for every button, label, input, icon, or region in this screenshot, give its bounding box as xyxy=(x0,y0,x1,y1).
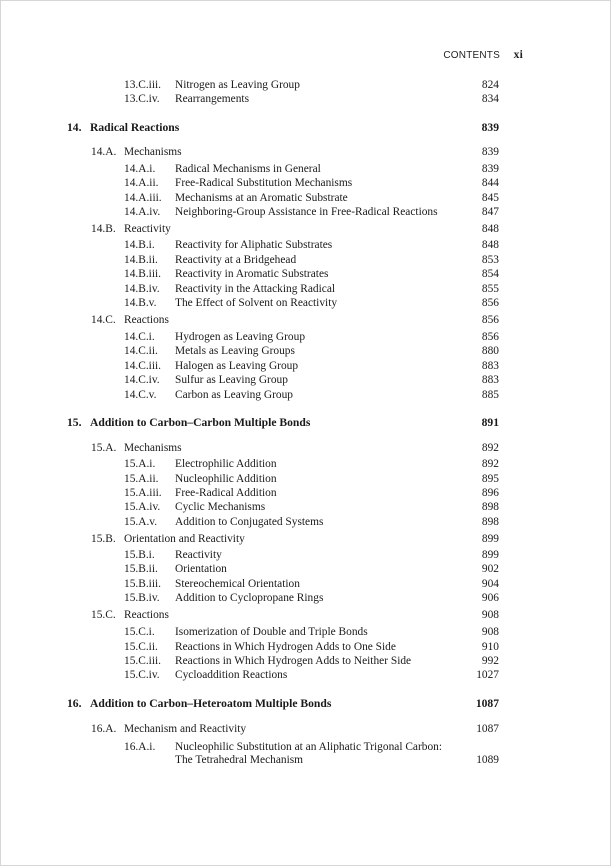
toc-title: Hydrogen as Leaving Group xyxy=(175,331,306,343)
toc-title: Reactivity at a Bridgehead xyxy=(175,254,297,266)
toc-page-number: 845 xyxy=(481,192,499,204)
toc-page-number: 824 xyxy=(481,79,499,91)
toc-page-number: 892 xyxy=(481,458,499,470)
toc-subsection xyxy=(0,472,611,486)
toc-page-number: 1087 xyxy=(475,697,499,710)
toc-number: 14.B.iii. xyxy=(124,268,162,280)
toc-title: Reactivity for Aliphatic Substrates xyxy=(175,239,333,251)
toc-title: Free-Radical Addition xyxy=(175,487,277,499)
toc-section xyxy=(0,313,611,327)
toc-page-number: 848 xyxy=(481,223,499,235)
toc-number: 14.C. xyxy=(91,314,116,326)
toc-page-number: 844 xyxy=(481,177,499,189)
toc-title: Carbon as Leaving Group xyxy=(175,389,293,401)
toc-page-number: 898 xyxy=(481,501,499,513)
toc-title: Reactivity in the Attacking Radical xyxy=(175,283,336,295)
toc-subsection xyxy=(0,191,611,205)
toc-number: 13.C.iv. xyxy=(124,93,160,105)
toc-chapter xyxy=(0,416,611,430)
toc-title: Isomerization of Double and Triple Bonds xyxy=(175,626,368,638)
toc-title: Addition to Cyclopropane Rings xyxy=(175,592,324,604)
toc-page-number: 899 xyxy=(481,533,499,545)
toc-page-number: 898 xyxy=(481,516,499,528)
toc-number: 15.C. xyxy=(91,609,116,621)
toc-subsection xyxy=(0,740,611,754)
toc-subsection xyxy=(0,625,611,639)
toc-title: Orientation and Reactivity xyxy=(124,533,245,545)
toc-subsection xyxy=(0,253,611,267)
toc-page-number: 853 xyxy=(481,254,499,266)
toc-number: 14.B.i. xyxy=(124,239,155,251)
toc-title: Nucleophilic Addition xyxy=(175,473,277,485)
toc-subsection xyxy=(0,282,611,296)
toc-number: 15.A.iii. xyxy=(124,487,162,499)
toc-page-number: 910 xyxy=(481,641,499,653)
toc-title: Mechanisms at an Aromatic Substrate xyxy=(175,192,348,204)
toc-number: 14. xyxy=(67,121,82,134)
toc-section xyxy=(0,441,611,455)
toc-subsection xyxy=(0,562,611,576)
toc-number: 13.C.iii. xyxy=(124,79,162,91)
toc-subsection xyxy=(0,640,611,654)
toc-number: 14.A.i. xyxy=(124,163,156,175)
toc-title: Halogen as Leaving Group xyxy=(175,360,299,372)
toc-page-number: 854 xyxy=(481,268,499,280)
toc-section xyxy=(0,532,611,546)
toc-subsection xyxy=(0,548,611,562)
toc-title: The Effect of Solvent on Reactivity xyxy=(175,297,338,309)
toc-title: Stereochemical Orientation xyxy=(175,578,300,590)
toc-subsection xyxy=(0,176,611,190)
toc-title: Addition to Carbon–Heteroatom Multiple Bonds xyxy=(90,697,332,710)
toc-subsection xyxy=(0,205,611,219)
toc-title: Addition to Carbon–Carbon Multiple Bonds xyxy=(90,416,311,429)
toc-section xyxy=(0,722,611,736)
toc-subsection xyxy=(0,577,611,591)
toc-page-number: 883 xyxy=(481,360,499,372)
toc-title: Sulfur as Leaving Group xyxy=(175,374,288,386)
toc-number: 14.A.iv. xyxy=(124,206,161,218)
toc-number: 14.A.iii. xyxy=(124,192,162,204)
toc-subsection xyxy=(0,296,611,310)
toc-section xyxy=(0,145,611,159)
toc-number: 14.B.v. xyxy=(124,297,157,309)
toc-page-number: 839 xyxy=(481,121,499,134)
toc-subsection xyxy=(0,330,611,344)
toc-title: Reactions in Which Hydrogen Adds to One Side xyxy=(175,641,396,653)
toc-page-number: 883 xyxy=(481,374,499,386)
toc-subsection xyxy=(0,162,611,176)
toc-number: 14.C.i. xyxy=(124,331,155,343)
toc-page-number: 906 xyxy=(481,592,499,604)
toc-section xyxy=(0,222,611,236)
toc-subsection xyxy=(0,486,611,500)
toc-number: 16.A. xyxy=(91,723,117,735)
toc-subsection xyxy=(0,78,611,92)
toc-title: Free-Radical Substitution Mechanisms xyxy=(175,177,353,189)
toc-number: 14.A.ii. xyxy=(124,177,159,189)
toc-subsection xyxy=(0,654,611,668)
toc-title: Mechanism and Reactivity xyxy=(124,723,247,735)
toc-title: Metals as Leaving Groups xyxy=(175,345,295,357)
toc-subsection xyxy=(0,238,611,252)
toc-title: Electrophilic Addition xyxy=(175,458,277,470)
toc-title: Addition to Conjugated Systems xyxy=(175,516,324,528)
toc-title: Reactions xyxy=(124,609,169,621)
toc-subsection xyxy=(0,92,611,106)
toc-title: Cyclic Mechanisms xyxy=(175,501,266,513)
toc-page-number: 908 xyxy=(481,626,499,638)
toc-title: Nucleophilic Substitution at an Aliphatic Trigonal Carbon: xyxy=(175,741,443,753)
toc-number: 16.A.i. xyxy=(124,741,156,753)
toc-page-number: 834 xyxy=(481,93,499,105)
toc-page-number: 902 xyxy=(481,563,499,575)
toc-title: Reactions in Which Hydrogen Adds to Neither Side xyxy=(175,655,412,667)
toc-title: Orientation xyxy=(175,563,227,575)
toc-page-number: 1027 xyxy=(476,669,499,681)
toc-number: 16. xyxy=(67,697,82,710)
toc-number: 15.B.i. xyxy=(124,549,155,561)
toc-number: 15.C.i. xyxy=(124,626,155,638)
toc-page-number: 880 xyxy=(481,345,499,357)
toc-subsection xyxy=(0,267,611,281)
toc-page-number: 904 xyxy=(481,578,499,590)
toc-page-number: 896 xyxy=(481,487,499,499)
toc-title: Radical Mechanisms in General xyxy=(175,163,321,175)
toc-page-number: 856 xyxy=(481,314,499,326)
toc-section xyxy=(0,608,611,622)
toc-page-number: 895 xyxy=(481,473,499,485)
toc-title: Neighboring-Group Assistance in Free-Radical Reactions xyxy=(175,206,438,218)
toc-number: 14.B. xyxy=(91,223,116,235)
toc-chapter xyxy=(0,121,611,135)
toc-number: 14.B.iv. xyxy=(124,283,160,295)
toc-page-number: 908 xyxy=(481,609,499,621)
toc-title: Reactivity xyxy=(175,549,222,561)
toc-number: 15.A. xyxy=(91,442,117,454)
toc-subsection xyxy=(0,591,611,605)
toc-number: 15.B.iii. xyxy=(124,578,162,590)
toc-subsection xyxy=(0,388,611,402)
toc-title: Reactivity in Aromatic Substrates xyxy=(175,268,329,280)
toc-page-number: 1087 xyxy=(476,723,499,735)
toc-page-number: 839 xyxy=(481,163,499,175)
toc-number: 15.C.ii. xyxy=(124,641,158,653)
toc-title: Cycloaddition Reactions xyxy=(175,669,288,681)
toc-number: 15.B.ii. xyxy=(124,563,158,575)
toc-number: 14.C.ii. xyxy=(124,345,158,357)
toc-title: Mechanisms xyxy=(124,146,182,158)
toc-subsection xyxy=(0,515,611,529)
toc-number: 14.A. xyxy=(91,146,117,158)
toc-title: Rearrangements xyxy=(175,93,250,105)
toc-number: 15. xyxy=(67,416,82,429)
header-label: CONTENTS xyxy=(443,50,500,61)
toc-page-number: 856 xyxy=(481,331,499,343)
toc-number: 15.C.iv. xyxy=(124,669,160,681)
toc-title: Mechanisms xyxy=(124,442,182,454)
toc-number: 14.C.v. xyxy=(124,389,157,401)
toc-title: Nitrogen as Leaving Group xyxy=(175,79,300,91)
toc-page-number: 892 xyxy=(481,442,499,454)
toc-page-number: 992 xyxy=(481,655,499,667)
toc-page-number: 1089 xyxy=(476,754,499,766)
toc-page-number: 847 xyxy=(481,206,499,218)
toc-page-number: 899 xyxy=(481,549,499,561)
toc-number: 15.C.iii. xyxy=(124,655,162,667)
toc-subsection xyxy=(0,373,611,387)
running-header xyxy=(443,49,523,61)
header-page-number: xi xyxy=(513,49,523,61)
toc-number: 14.B.ii. xyxy=(124,254,158,266)
toc-title: The Tetrahedral Mechanism xyxy=(175,754,304,766)
toc-subsection xyxy=(0,344,611,358)
toc-subsection xyxy=(0,753,611,767)
toc-subsection xyxy=(0,668,611,682)
toc-title: Reactivity xyxy=(124,223,171,235)
toc-number: 15.A.ii. xyxy=(124,473,159,485)
toc-number: 15.A.i. xyxy=(124,458,156,470)
toc-number: 14.C.iii. xyxy=(124,360,162,372)
toc-number: 15.B.iv. xyxy=(124,592,160,604)
toc-chapter xyxy=(0,697,611,711)
toc-title: Reactions xyxy=(124,314,169,326)
toc-number: 15.A.iv. xyxy=(124,501,161,513)
toc-number: 14.C.iv. xyxy=(124,374,160,386)
toc-page-number: 891 xyxy=(481,416,499,429)
toc-number: 15.B. xyxy=(91,533,116,545)
toc-page-number: 839 xyxy=(481,146,499,158)
toc-page-number: 856 xyxy=(481,297,499,309)
toc-subsection xyxy=(0,359,611,373)
toc-subsection xyxy=(0,500,611,514)
toc-page-number: 848 xyxy=(481,239,499,251)
toc-page-number: 885 xyxy=(481,389,499,401)
toc-page-number: 855 xyxy=(481,283,499,295)
toc-subsection xyxy=(0,457,611,471)
toc-title: Radical Reactions xyxy=(90,121,180,134)
toc-number: 15.A.v. xyxy=(124,516,158,528)
